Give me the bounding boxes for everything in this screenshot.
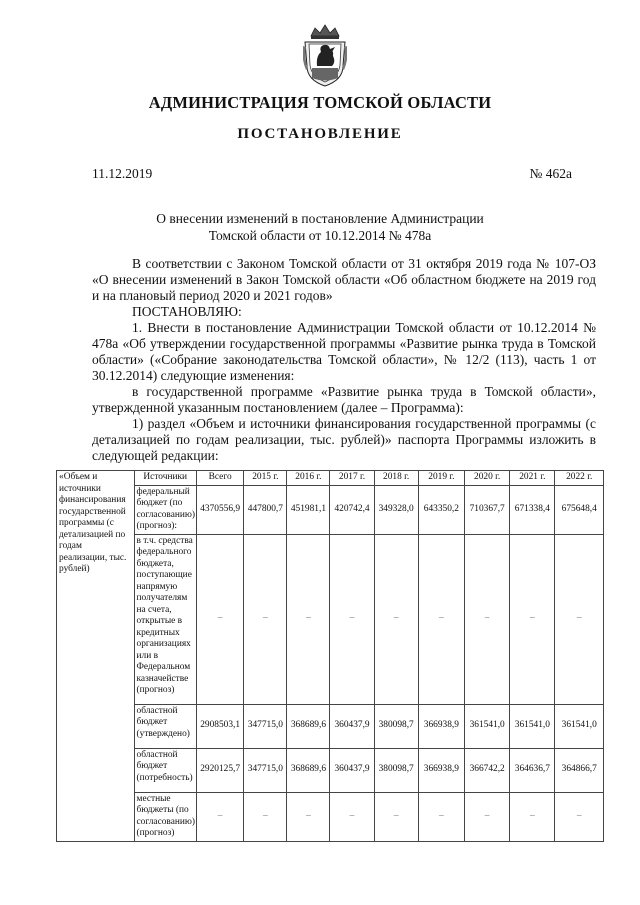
value-cell: 380098,7 bbox=[374, 704, 418, 748]
value-cell: – bbox=[418, 534, 464, 704]
value-cell: 349328,0 bbox=[374, 485, 418, 534]
table-row bbox=[57, 534, 604, 704]
column-header: 2019 г. bbox=[418, 471, 464, 486]
financing-table bbox=[56, 470, 604, 842]
value-cell: – bbox=[196, 534, 243, 704]
value-cell: 366742,2 bbox=[465, 748, 510, 792]
value-cell: 380098,7 bbox=[374, 748, 418, 792]
value-cell: – bbox=[330, 534, 374, 704]
value-cell: – bbox=[330, 792, 374, 841]
value-cell: 2908503,1 bbox=[196, 704, 243, 748]
column-header: 2021 г. bbox=[510, 471, 555, 486]
value-cell: 366938,9 bbox=[418, 704, 464, 748]
table-header-row bbox=[57, 471, 604, 486]
value-cell: – bbox=[287, 534, 330, 704]
value-cell: 364866,7 bbox=[555, 748, 604, 792]
funding-source-cell: местные бюджеты (по согласованию) (прогноз) bbox=[134, 792, 196, 841]
table-row bbox=[57, 704, 604, 748]
value-cell: 347715,0 bbox=[244, 704, 287, 748]
value-cell: 2920125,7 bbox=[196, 748, 243, 792]
body-paragraph: в государственной программе «Развитие рынка труда в Томской области», утвержденной указанным постановлением (далее – Программа): bbox=[92, 384, 596, 415]
table-row bbox=[57, 792, 604, 841]
column-header: 2018 г. bbox=[374, 471, 418, 486]
value-cell: 451981,1 bbox=[287, 485, 330, 534]
document-number: № 462а bbox=[529, 166, 572, 181]
value-cell: 420742,4 bbox=[330, 485, 374, 534]
column-header: Всего bbox=[196, 471, 243, 486]
value-cell: 671338,4 bbox=[510, 485, 555, 534]
value-cell: – bbox=[555, 534, 604, 704]
value-cell: – bbox=[465, 792, 510, 841]
column-header: Источники bbox=[134, 471, 196, 486]
value-cell: 643350,2 bbox=[418, 485, 464, 534]
subject-line: Томской области от 10.12.2014 № 478а bbox=[208, 228, 432, 243]
document-date: 11.12.2019 bbox=[92, 166, 153, 181]
funding-source-cell: областной бюджет (утверждено) bbox=[134, 704, 196, 748]
value-cell: 710367,7 bbox=[465, 485, 510, 534]
document-subject bbox=[0, 210, 640, 244]
body-paragraph: ПОСТАНОВЛЯЮ: bbox=[132, 304, 242, 319]
value-cell: – bbox=[418, 792, 464, 841]
value-cell: 361541,0 bbox=[465, 704, 510, 748]
value-cell: 364636,7 bbox=[510, 748, 555, 792]
value-cell: 675648,4 bbox=[555, 485, 604, 534]
body-paragraph: 1) раздел «Объем и источники финансирования государственной программы (с детализацией по годам реализации, тыс. рублей)» паспорта Программы изложить в следующей редакции: bbox=[92, 416, 596, 463]
value-cell: – bbox=[465, 534, 510, 704]
value-cell: – bbox=[374, 792, 418, 841]
financing-row-label: «Объем и источники финансирования государственной программы (с детализацией по годам реализации, тыс. рублей) bbox=[57, 471, 135, 842]
coat-of-arms-icon bbox=[303, 22, 347, 88]
value-cell: – bbox=[555, 792, 604, 841]
funding-source-cell: федеральный бюджет (по согласованию) (прогноз): bbox=[134, 485, 196, 534]
value-cell: – bbox=[510, 792, 555, 841]
document-type: ПОСТАНОВЛЕНИЕ bbox=[237, 126, 403, 142]
column-header: 2020 г. bbox=[465, 471, 510, 486]
value-cell: 361541,0 bbox=[510, 704, 555, 748]
value-cell: 360437,9 bbox=[330, 748, 374, 792]
value-cell: 361541,0 bbox=[555, 704, 604, 748]
organization-title: АДМИНИСТРАЦИЯ ТОМСКОЙ ОБЛАСТИ bbox=[148, 93, 492, 112]
value-cell: – bbox=[287, 792, 330, 841]
body-paragraph: 1. Внести в постановление Администрации Томской области от 10.12.2014 № 478а «Об утверждении государственной программы «Развитие рынка труда в Томской области» («Собрание законодательства Томской области», № 12/2 (113), часть 1 от 30.12.2014) следующие изменения: bbox=[92, 320, 596, 383]
column-header: 2017 г. bbox=[330, 471, 374, 486]
body-paragraph: В соответствии с Законом Томской области от 31 октября 2019 года № 107-ОЗ «О внесении изменений в Закон Томской области «Об областном бюджете на 2019 год и на плановый период 2020 и 2021 годов» bbox=[92, 256, 596, 303]
column-header: 2016 г. bbox=[287, 471, 330, 486]
value-cell: – bbox=[374, 534, 418, 704]
value-cell: – bbox=[510, 534, 555, 704]
value-cell: – bbox=[244, 534, 287, 704]
value-cell: 4370556,9 bbox=[196, 485, 243, 534]
value-cell: 447800,7 bbox=[244, 485, 287, 534]
value-cell: 368689,6 bbox=[287, 748, 330, 792]
column-header: 2015 г. bbox=[244, 471, 287, 486]
value-cell: 347715,0 bbox=[244, 748, 287, 792]
value-cell: 368689,6 bbox=[287, 704, 330, 748]
value-cell: 366938,9 bbox=[418, 748, 464, 792]
value-cell: – bbox=[196, 792, 243, 841]
value-cell: 360437,9 bbox=[330, 704, 374, 748]
funding-source-cell: в т.ч. средства федерального бюджета, поступающие напрямую получателям на счета, открытые в кредитных организациях или в Федеральном казначействе (прогноз) bbox=[134, 534, 196, 704]
subject-line: О внесении изменений в постановление Администрации bbox=[156, 211, 484, 226]
document-body bbox=[92, 256, 596, 464]
value-cell: – bbox=[244, 792, 287, 841]
funding-source-cell: областной бюджет (потребность) bbox=[134, 748, 196, 792]
table-row bbox=[57, 748, 604, 792]
column-header: 2022 г. bbox=[555, 471, 604, 486]
table-row bbox=[57, 485, 604, 534]
